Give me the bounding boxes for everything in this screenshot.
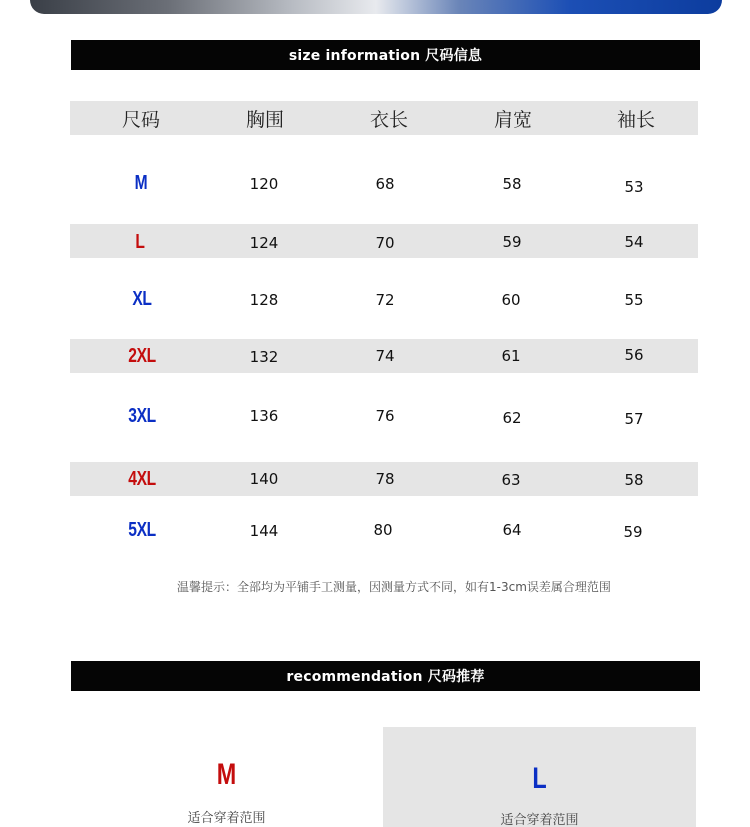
size-label-m: M xyxy=(134,172,148,194)
recommendation-card-l xyxy=(383,727,696,827)
chest-value: 128 xyxy=(249,291,279,309)
measurement-note: 温馨提示：全部均为平铺手工测量，因测量方式不同，如有1-3cm误差属合理范围 xyxy=(177,580,611,594)
length-value: 76 xyxy=(375,407,395,425)
shoulder-value: 58 xyxy=(502,175,522,193)
size-label-xl: XL xyxy=(132,288,152,310)
sleeve-value: 56 xyxy=(624,346,644,364)
header-chest: 胸围 xyxy=(245,108,284,131)
chest-value: 124 xyxy=(249,234,279,252)
chest-value: 140 xyxy=(249,470,279,488)
length-value: 80 xyxy=(373,521,393,539)
size-label-l: L xyxy=(135,231,145,253)
shoulder-value: 64 xyxy=(502,521,522,539)
size-label-5xl: 5XL xyxy=(128,519,156,541)
size-label-4xl: 4XL xyxy=(128,468,156,490)
recommendation-size: M xyxy=(216,758,237,791)
chest-value: 120 xyxy=(249,175,279,193)
header-size: 尺码 xyxy=(121,108,160,131)
size-information-title: size information 尺码信息 xyxy=(288,48,483,64)
sleeve-value: 54 xyxy=(624,233,644,251)
chest-value: 136 xyxy=(249,407,279,425)
recommendation-card-m xyxy=(70,727,383,827)
size-label-3xl: 3XL xyxy=(128,405,156,427)
recommendation-title: recommendation 尺码推荐 xyxy=(286,669,485,685)
sleeve-value: 57 xyxy=(624,410,644,428)
chest-value: 132 xyxy=(249,348,279,366)
shoulder-value: 59 xyxy=(502,233,522,251)
recommendation-range-label: 适合穿着范围 xyxy=(500,813,579,827)
sleeve-value: 53 xyxy=(624,178,644,196)
product-banner-edge xyxy=(30,0,722,14)
recommendation-header xyxy=(71,661,700,691)
shoulder-value: 60 xyxy=(501,291,521,309)
sleeve-value: 55 xyxy=(624,291,644,309)
recommendation-range-label: 适合穿着范围 xyxy=(187,811,266,826)
size-table-header xyxy=(70,101,698,135)
sleeve-value: 59 xyxy=(623,523,643,541)
shoulder-value: 61 xyxy=(501,347,521,365)
length-value: 72 xyxy=(375,291,395,309)
chest-value: 144 xyxy=(249,522,279,540)
header-length: 衣长 xyxy=(369,108,408,131)
shoulder-value: 62 xyxy=(502,409,522,427)
size-label-2xl: 2XL xyxy=(128,345,156,367)
length-value: 70 xyxy=(375,234,395,252)
recommendation-size: L xyxy=(532,762,547,795)
header-shoulder: 肩宽 xyxy=(493,108,532,131)
size-information-header xyxy=(71,40,700,70)
length-value: 68 xyxy=(375,175,395,193)
shoulder-value: 63 xyxy=(501,471,521,489)
length-value: 74 xyxy=(375,347,395,365)
header-sleeve: 袖长 xyxy=(616,108,655,131)
sleeve-value: 58 xyxy=(624,471,644,489)
length-value: 78 xyxy=(375,470,395,488)
